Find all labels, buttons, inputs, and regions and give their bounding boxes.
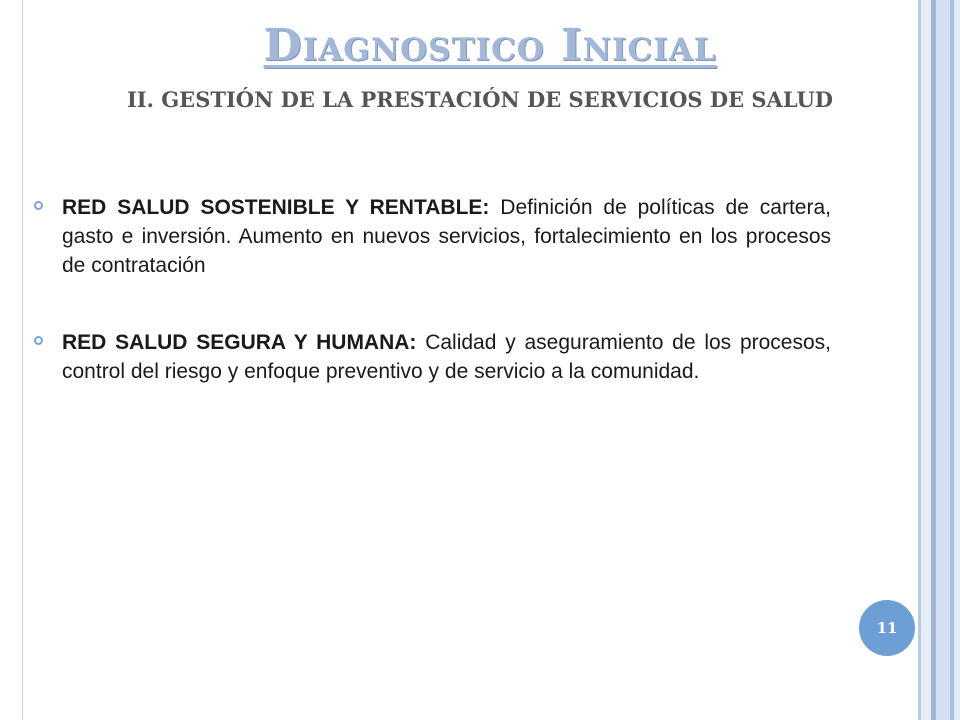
slide-subtitle: II. GESTIÓN DE LA PRESTACIÓN DE SERVICIOS DE SALUD (126, 87, 833, 112)
bullet-item-label: RED SALUD SEGURA Y HUMANA: (62, 331, 417, 354)
bullet-circle-icon (34, 201, 43, 210)
bullet-circle-icon (34, 336, 43, 345)
bullet-item (34, 328, 831, 386)
right-stripe (921, 0, 931, 720)
bullet-item (34, 193, 831, 280)
page-number-badge: 11 (859, 600, 915, 656)
left-guide-line (22, 0, 23, 720)
slide-title: Diagnostico Inicial (263, 20, 717, 71)
right-stripe (936, 0, 950, 720)
bullet-list (34, 193, 831, 386)
bullet-item-label: RED SALUD SOSTENIBLE Y RENTABLE: (62, 196, 490, 219)
right-stripe (954, 0, 960, 720)
bullet-item-text: Definición de políticas de cartera, gasto e inversión. Aumento en nuevos servicios, fortalecimiento en los procesos de contratación (62, 196, 831, 277)
bullet-item-text: Calidad y aseguramiento de los procesos, control del riesgo y enfoque preventivo y de servicio a la comunidad. (62, 331, 831, 383)
